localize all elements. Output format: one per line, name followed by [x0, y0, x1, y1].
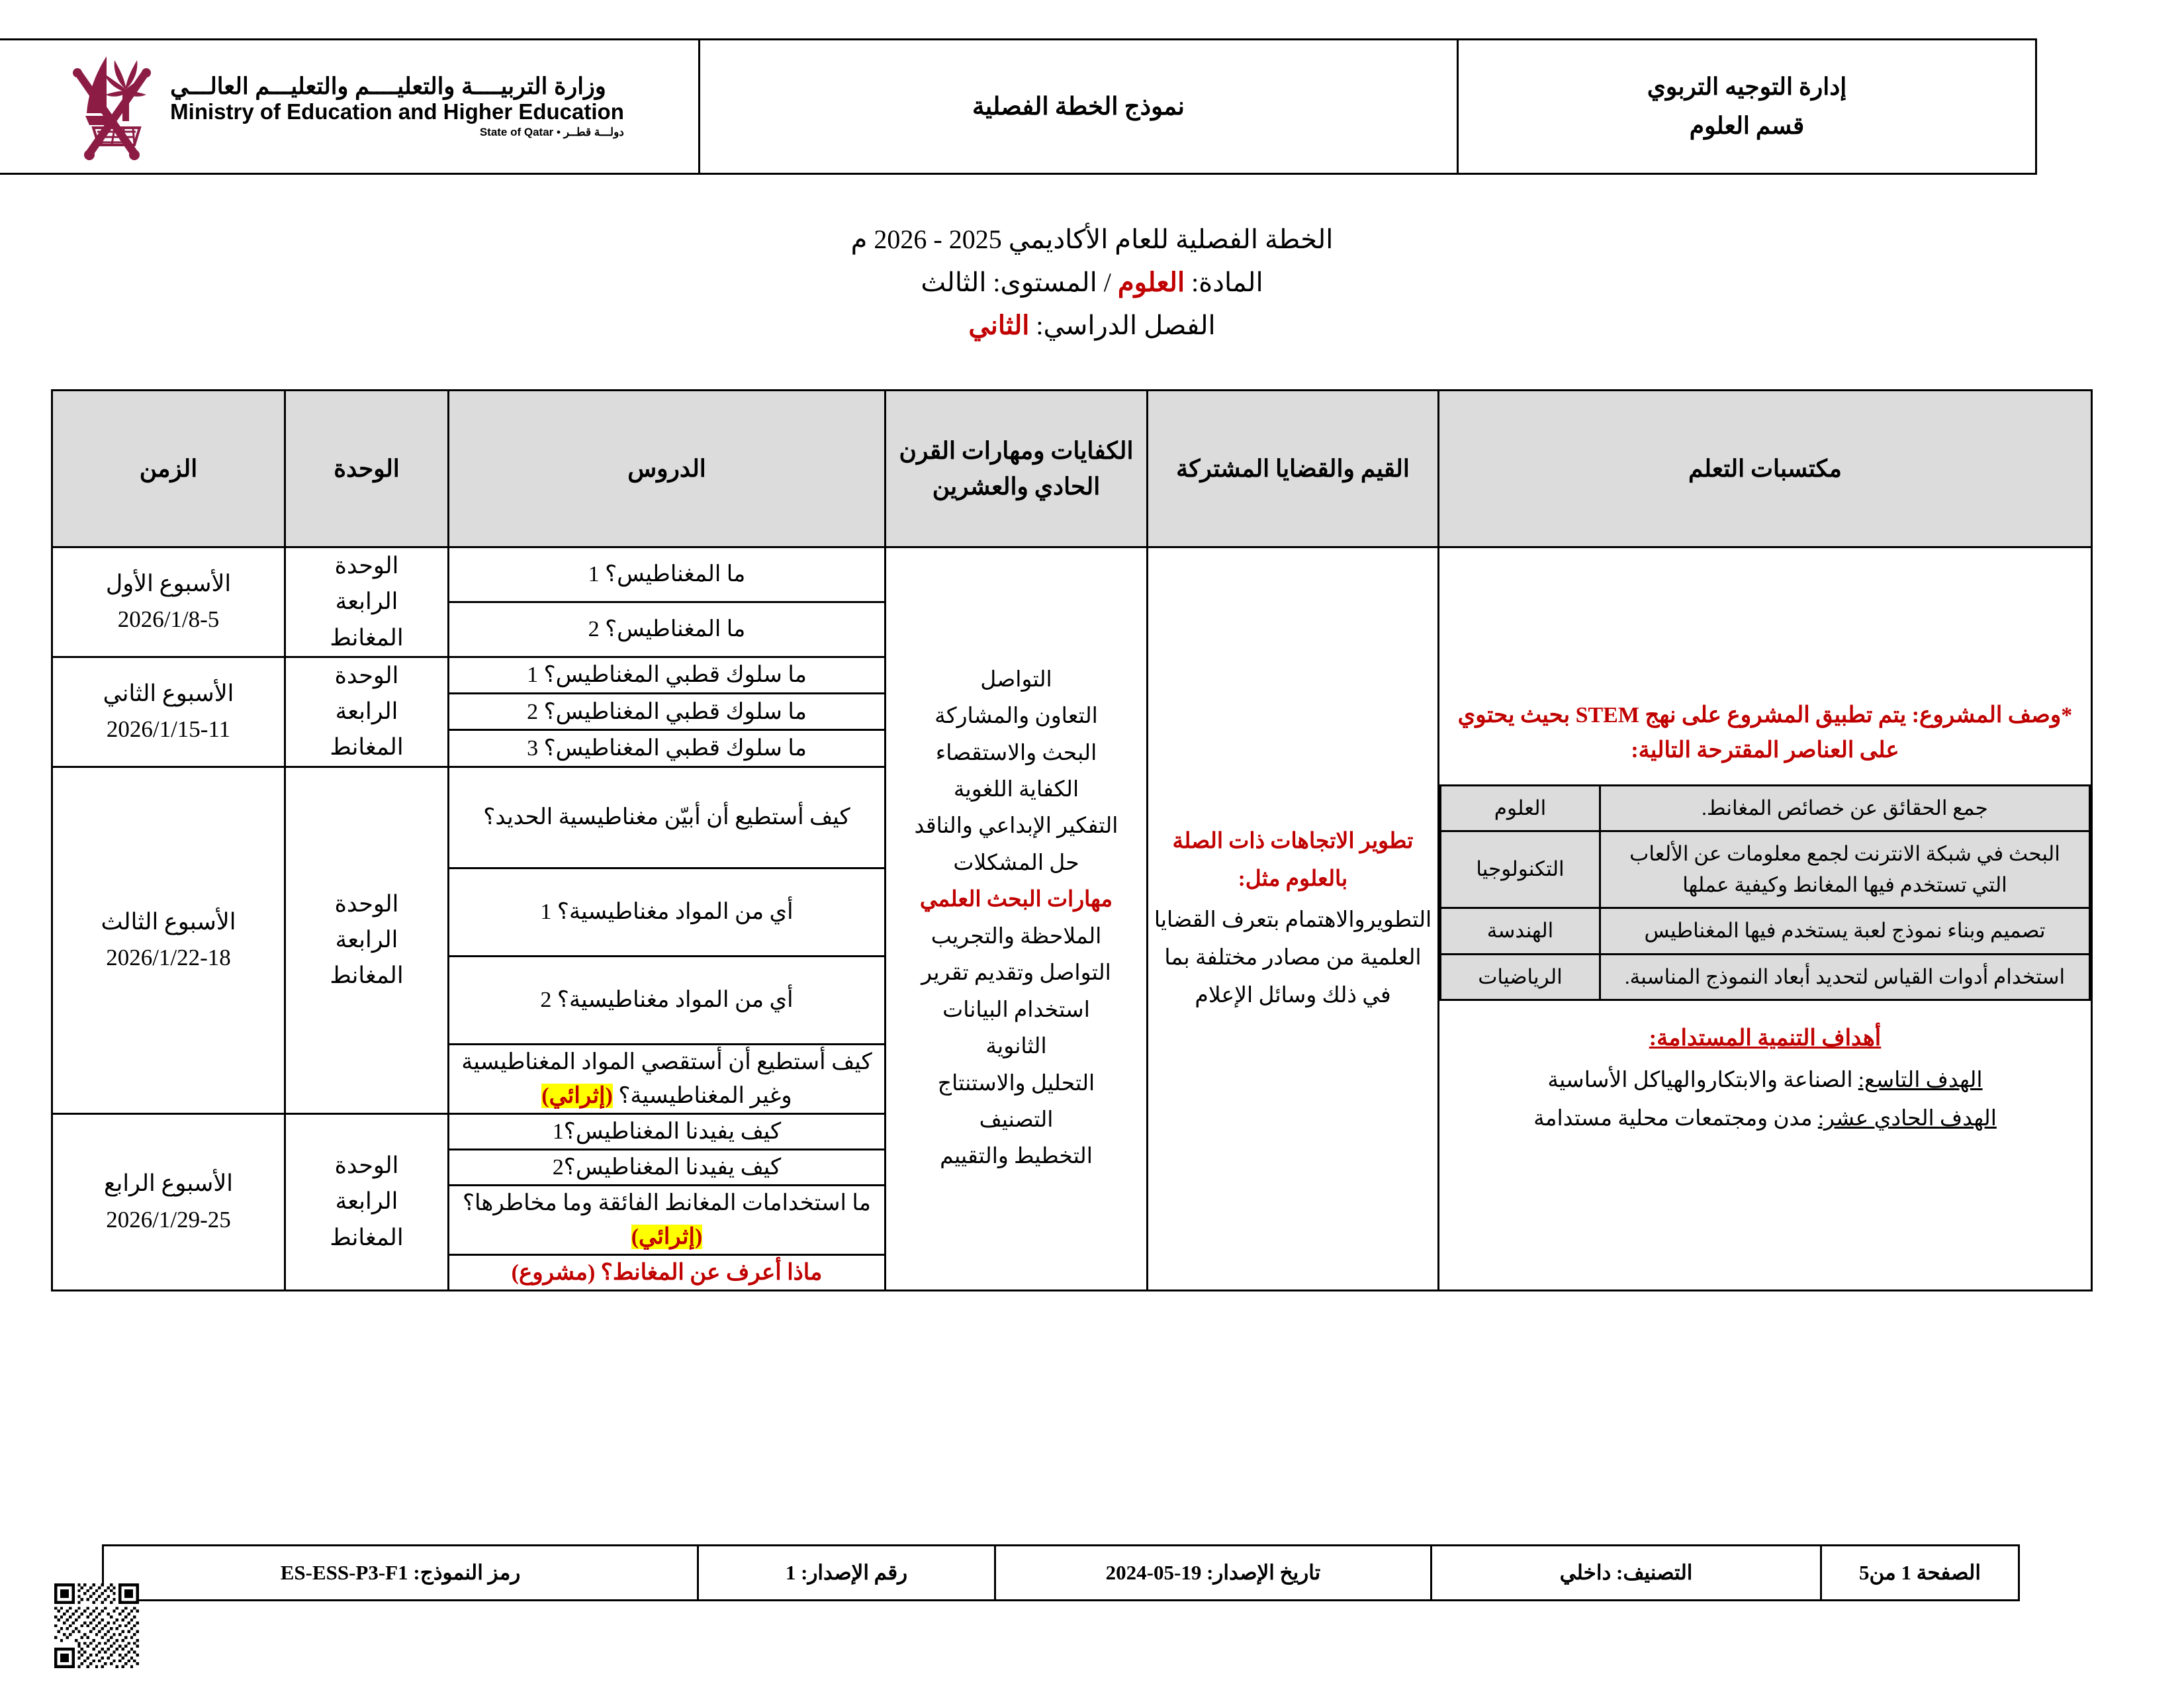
- sdg-item-text: الصناعة والابتكاروالهياكل الأساسية: [1547, 1068, 1858, 1093]
- week-label: الأسبوع الثاني: [103, 680, 234, 706]
- col-header-lessons: الدروس: [449, 391, 886, 547]
- subject-value: العلوم: [1117, 267, 1185, 297]
- lesson-cell: ما المغناطيس؟ 1: [449, 547, 886, 602]
- unit-line: الوحدة: [334, 553, 399, 579]
- unit-cell: [285, 767, 449, 1113]
- sdg-heading: أهداف التنمية المستدامة:: [1649, 1026, 1882, 1051]
- time-cell: [52, 547, 285, 657]
- unit-line: المغانط: [330, 962, 404, 989]
- project-description: *وصف المشروع: يتم تطبيق المشروع على نهج STEM بحيث يحتوي على العناصر المقترحة التالية:: [1457, 703, 2073, 763]
- lesson-tag-enrichment: (إثرائي): [631, 1224, 703, 1249]
- research-skill-item: استخدام البيانات: [942, 998, 1090, 1022]
- lesson-tag-project: (مشروع): [511, 1260, 596, 1285]
- competency-item: حل المشكلات: [953, 851, 1079, 875]
- lesson-text: ما استخدامات المغانط الفائقة وما مخاطرها؟: [463, 1190, 871, 1215]
- week-label: الأسبوع الرابع: [103, 1170, 234, 1197]
- lesson-cell: ما سلوك قطبي المغناطيس؟ 1: [449, 657, 886, 693]
- week-dates: 2026/1/8-5: [117, 606, 220, 633]
- stem-label-engineering: الهندسة: [1441, 908, 1600, 955]
- values-heading: تطوير الاتجاهات ذات الصلة بالعلوم مثل:: [1172, 829, 1414, 891]
- competency-item: البحث والاستقصاء: [935, 741, 1097, 765]
- col-header-outcomes: مكتسبات التعلم: [1439, 391, 2092, 547]
- values-cell: [1148, 547, 1439, 1291]
- lesson-text: كيف أستطيع أن أستقصي المواد المغناطيسية وغير المغناطيسية؟: [461, 1049, 872, 1108]
- stem-label-mathematics: الرياضيات: [1441, 954, 1600, 1000]
- header-row: [0, 40, 2036, 174]
- unit-line: الوحدة: [334, 890, 399, 917]
- stem-value-engineering: تصميم وبناء نموذج لعبة يستخدم فيها المغناطيس: [1600, 908, 2090, 955]
- unit-line: المغانط: [330, 734, 404, 761]
- stem-components-table: [1439, 784, 2091, 1002]
- page-number-cell: الصفحة 1 من5: [1821, 1546, 2019, 1601]
- research-skill-item: التصنيف: [979, 1107, 1054, 1132]
- unit-line: الرابعة: [335, 588, 398, 615]
- stem-row: [1441, 908, 2090, 955]
- lesson-cell: ما المغناطيس؟ 2: [449, 602, 886, 657]
- col-header-values: القيم والقضايا المشتركة: [1148, 391, 1439, 547]
- competencies-cell: [886, 547, 1148, 1291]
- week-dates: 2026/1/22-18: [106, 945, 231, 970]
- research-skill-item: الملاحظة والتجريب: [931, 924, 1102, 949]
- form-title: نموذج الخطة الفصلية: [972, 93, 1185, 120]
- lesson-cell: [449, 1254, 886, 1290]
- unit-line: الرابعة: [335, 926, 398, 953]
- form-title-cell: [700, 40, 1458, 174]
- state-of-qatar-label: دولـــة قطــر • State of Qatar: [479, 125, 624, 138]
- research-skill-item: التواصل وتقديم تقرير: [921, 961, 1111, 986]
- lesson-cell: كيف يفيدنا المغناطيس؟1: [449, 1113, 886, 1149]
- unit-line: الوحدة: [334, 1152, 399, 1179]
- department-line-2: قسم العلوم: [1689, 113, 1805, 139]
- ministry-logo-text: [170, 75, 624, 138]
- ministry-name-arabic: وزارة التربيــــة والتعليــــم والتعليـــم العالـــي: [170, 73, 606, 100]
- unit-line: المغانط: [330, 1224, 404, 1250]
- research-skill-item: التحليل والاستنتاج: [937, 1071, 1095, 1096]
- research-skill-item: التخطيط والتقييم: [940, 1145, 1093, 1169]
- week-label: الأسبوع الثالث: [101, 908, 236, 935]
- ministry-logo: [1, 51, 689, 162]
- col-header-competencies: الكفايات ومهارات القرن الحادي والعشرين: [886, 391, 1148, 547]
- stem-label-science: العلوم: [1441, 785, 1600, 831]
- title-block: [0, 218, 2184, 347]
- competency-item: الكفاية اللغوية: [953, 778, 1079, 802]
- competency-item: التعاون والمشاركة: [934, 704, 1098, 729]
- qr-code: [54, 1583, 139, 1668]
- lesson-cell: [449, 1185, 886, 1254]
- academic-year-title: الخطة الفصلية للعام الأكاديمي 2025 - 2026 م: [850, 224, 1334, 254]
- lesson-tag-enrichment: (إثرائي): [541, 1083, 613, 1108]
- learning-outcomes-cell: [1439, 547, 2092, 1291]
- ministry-name-english: Ministry of Education and Higher Education: [170, 99, 624, 124]
- qatar-emblem-icon: [66, 51, 158, 162]
- classification-cell: التصنيف: داخلي: [1432, 1546, 1821, 1601]
- week-label: الأسبوع الأول: [105, 571, 232, 597]
- unit-cell: [285, 657, 449, 767]
- department-cell: [1458, 40, 2036, 174]
- sdg-item: [1439, 1062, 2091, 1099]
- stem-value-science: جمع الحقائق عن خصائص المغانط.: [1600, 785, 2090, 831]
- stem-row: [1441, 954, 2090, 1000]
- sdg-item-label: الهدف الحادي عشر:: [1817, 1107, 1997, 1131]
- level-suffix: / المستوى: الثالث: [921, 267, 1118, 297]
- stem-row: [1441, 831, 2090, 908]
- sdg-item: [1439, 1100, 2091, 1137]
- lesson-cell: كيف يفيدنا المغناطيس؟2: [449, 1149, 886, 1185]
- stem-value-mathematics: استخدام أدوات القياس لتحديد أبعاد النموذج المناسبة.: [1600, 954, 2090, 1000]
- ministry-logo-cell: [0, 40, 700, 174]
- document-footer-table: [102, 1544, 2020, 1601]
- lesson-cell: أي من المواد مغناطيسية؟ 1: [449, 868, 886, 956]
- sdg-item-text: مدن ومجتمعات محلية مستدامة: [1533, 1107, 1818, 1131]
- competency-item: التفكير الإبداعي والناقد: [914, 814, 1118, 839]
- semester-value: الثاني: [968, 310, 1030, 340]
- unit-line: الرابعة: [335, 1188, 398, 1215]
- semester-line: [0, 305, 2184, 348]
- lesson-cell: أي من المواد مغناطيسية؟ 2: [449, 956, 886, 1044]
- unit-line: الرابعة: [335, 698, 398, 724]
- lesson-cell: كيف أستطيع أن أبيّن مغناطيسية الحديد؟: [449, 767, 886, 868]
- stem-label-technology: التكنولوجيا: [1441, 831, 1600, 908]
- lesson-cell: [449, 1044, 886, 1113]
- time-cell: [52, 767, 285, 1113]
- research-skill-item: الثانوية: [985, 1035, 1047, 1059]
- document-header-table: [0, 38, 2037, 175]
- time-cell: [52, 657, 285, 767]
- issue-date-cell: تاريخ الإصدار: 19-05-2024: [995, 1546, 1432, 1601]
- lesson-cell: ما سلوك قطبي المغناطيس؟ 2: [449, 694, 886, 730]
- lesson-text: ماذا أعرف عن المغانط؟: [595, 1260, 823, 1285]
- subject-level-line: [0, 261, 2184, 305]
- unit-cell: [285, 547, 449, 657]
- subject-prefix: المادة:: [1185, 267, 1263, 297]
- stem-row: [1441, 785, 2090, 831]
- stem-value-technology: البحث في شبكة الانترنت لجمع معلومات عن الألعاب التي تستخدم فيها المغانط وكيفية عملها: [1600, 831, 2090, 908]
- form-code-cell: رمز النموذج: ES-ESS-P3-F1: [103, 1546, 698, 1601]
- lesson-cell: ما سلوك قطبي المغناطيس؟ 3: [449, 730, 886, 767]
- sdg-section: [1439, 1021, 2091, 1137]
- issue-number-cell: رقم الإصدار: 1: [698, 1546, 995, 1601]
- col-header-unit: الوحدة: [285, 391, 449, 547]
- unit-line: الوحدة: [334, 662, 399, 688]
- department-line-1: إدارة التوجيه التربوي: [1647, 73, 1847, 100]
- table-header-row: [52, 391, 2092, 547]
- week-dates: 2026/1/29-25: [106, 1206, 231, 1233]
- unit-cell: [285, 1113, 449, 1290]
- time-cell: [52, 1113, 285, 1290]
- week-dates: 2026/1/15-11: [106, 716, 231, 743]
- research-skills-heading: مهارات البحث العلمي: [919, 888, 1113, 912]
- sdg-item-label: الهدف التاسع:: [1858, 1068, 1983, 1093]
- col-header-time: الزمن: [52, 391, 285, 547]
- values-body: التطويروالاهتمام بتعرف القضايا العلمية من مصادر مختلفة بما في ذلك وسائل الإعلام: [1154, 908, 1432, 1008]
- semester-plan-table: [51, 389, 2093, 1291]
- unit-line: المغانط: [330, 624, 404, 651]
- table-row: [52, 547, 2092, 602]
- footer-row: [103, 1546, 2019, 1601]
- competency-item: التواصل: [980, 667, 1052, 692]
- semester-prefix: الفصل الدراسي:: [1029, 310, 1216, 340]
